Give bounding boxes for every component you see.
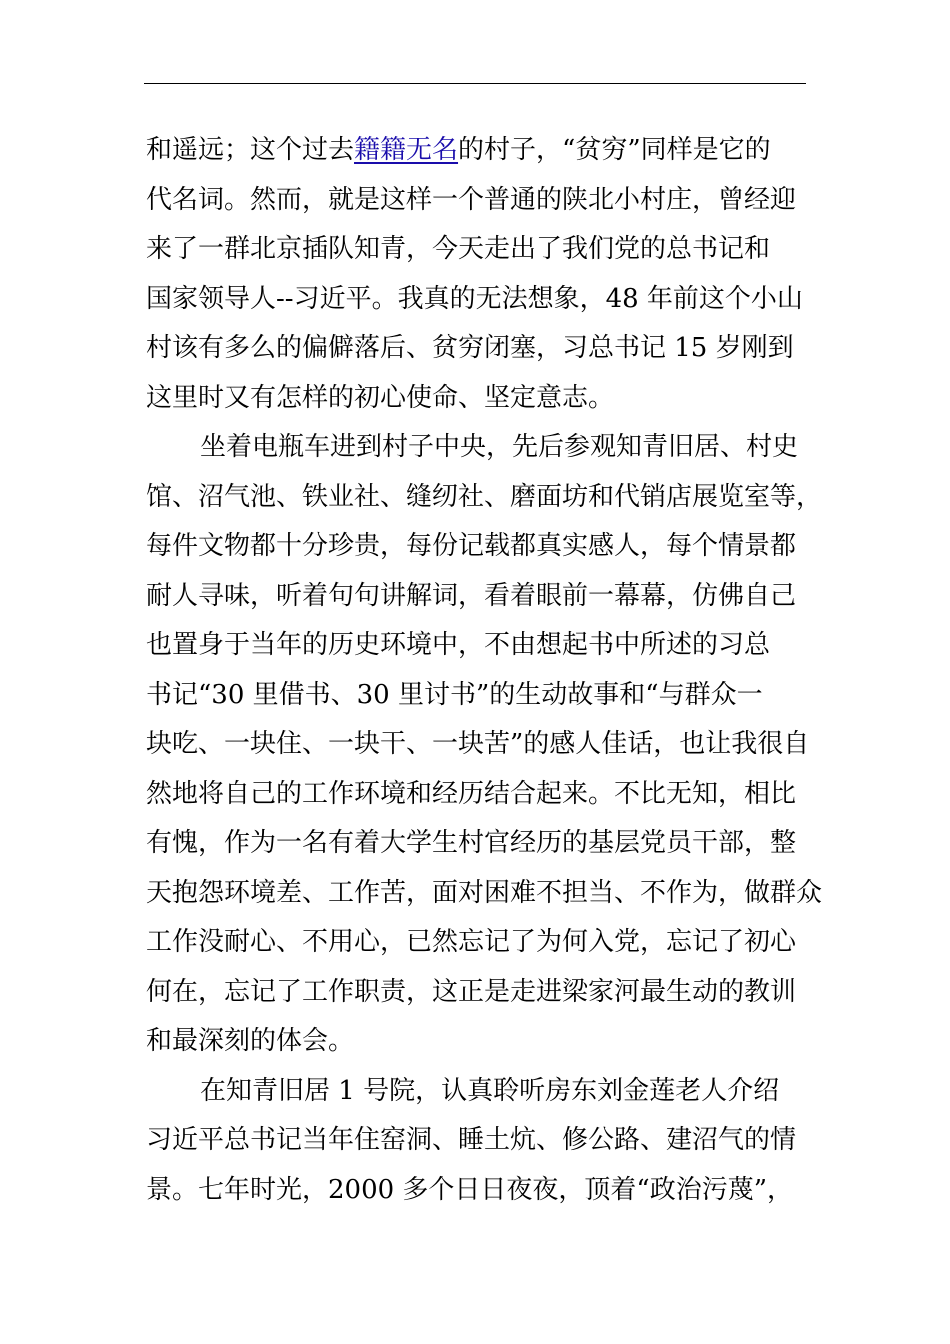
- text-segment: 和最深刻的体会。: [146, 1026, 355, 1056]
- text-segment: 馆、沼气池、铁业社、缝纫社、磨面坊和代销店展览室等，: [146, 481, 823, 512]
- paragraph: [146, 1067, 810, 1216]
- text-line: [146, 176, 810, 226]
- text-line: [146, 572, 810, 622]
- text-line: [146, 819, 810, 869]
- text-segment: 国家领导人--习近平。我真的无法想象，48 年前这个小山: [146, 283, 803, 314]
- text-segment: 景。七年时光，2000 多个日日夜夜，顶着“政治污蔑”，: [146, 1174, 794, 1205]
- text-line: [146, 374, 810, 424]
- text-line: [146, 1116, 810, 1166]
- text-segment: 也置身于当年的历史环境中，不由想起书中所述的习总: [146, 630, 771, 660]
- text-segment: 何在，忘记了工作职责，这正是走进梁家河最生动的教训: [146, 976, 797, 1007]
- text-segment: 工作没耐心、不用心，已然忘记了为何入党，忘记了初心: [146, 927, 797, 957]
- text-line: [146, 968, 810, 1018]
- text-line: [146, 1166, 810, 1216]
- text-line: [146, 1067, 810, 1117]
- text-line: [146, 473, 823, 523]
- text-segment: 和遥远；这个过去: [146, 135, 355, 165]
- text-line: [146, 522, 810, 572]
- text-segment: 天抱怨环境差、工作苦，面对困难不担当、不作为，做群众: [146, 877, 823, 908]
- text-line: [146, 869, 823, 919]
- text-line: [146, 423, 810, 473]
- text-segment: 的村子，“贫穷”同样是它的: [458, 135, 771, 165]
- text-segment: 书记“30 里借书、30 里讨书”的生动故事和“与群众一: [146, 679, 763, 710]
- text-segment: 然地将自己的工作环境和经历结合起来。不比无知，相比: [146, 778, 797, 809]
- text-segment: 坐着电瓶车进到村子中央，先后参观知青旧居、村史: [200, 432, 799, 462]
- text-segment: 代名词。然而，就是这样一个普通的陕北小村庄，曾经迎: [146, 184, 797, 215]
- text-segment: 这里时又有怎样的初心使命、坚定意志。: [146, 382, 615, 413]
- text-segment: 村该有多么的偏僻落后、贫穷闭塞，习总书记 15 岁刚到: [146, 333, 794, 363]
- document-body: [146, 126, 823, 1215]
- text-segment: 每件文物都十分珍贵，每份记载都真实感人，每个情景都: [146, 531, 797, 561]
- text-line: [146, 324, 810, 374]
- text-segment: 来了一群北京插队知青，今天走出了我们党的总书记和: [146, 234, 771, 264]
- text-segment: 习近平总书记当年住窑洞、睡土炕、修公路、建沼气的情: [146, 1125, 797, 1155]
- paragraph: [146, 126, 810, 423]
- paragraph: [146, 423, 823, 1067]
- text-line: [146, 918, 810, 968]
- text-line: [146, 225, 810, 275]
- text-line: [146, 275, 810, 325]
- text-segment: 有愧，作为一名有着大学生村官经历的基层党员干部，整: [146, 828, 797, 858]
- text-line: [146, 621, 810, 671]
- text-line: [146, 770, 810, 820]
- text-segment: 在知青旧居 1 号院，认真聆听房东刘金莲老人介绍: [200, 1075, 780, 1106]
- text-line: [146, 126, 810, 176]
- hyperlink[interactable]: 籍籍无名: [354, 135, 459, 165]
- header-rule: [144, 83, 806, 84]
- text-line: [146, 671, 810, 721]
- text-line: [146, 720, 810, 770]
- text-line: [146, 1017, 810, 1067]
- text-segment: 块吃、一块住、一块干、一块苦”的感人佳话，也让我很自: [146, 729, 810, 759]
- text-segment: 耐人寻味，听着句句讲解词，看着眼前一幕幕，仿佛自己: [146, 580, 797, 611]
